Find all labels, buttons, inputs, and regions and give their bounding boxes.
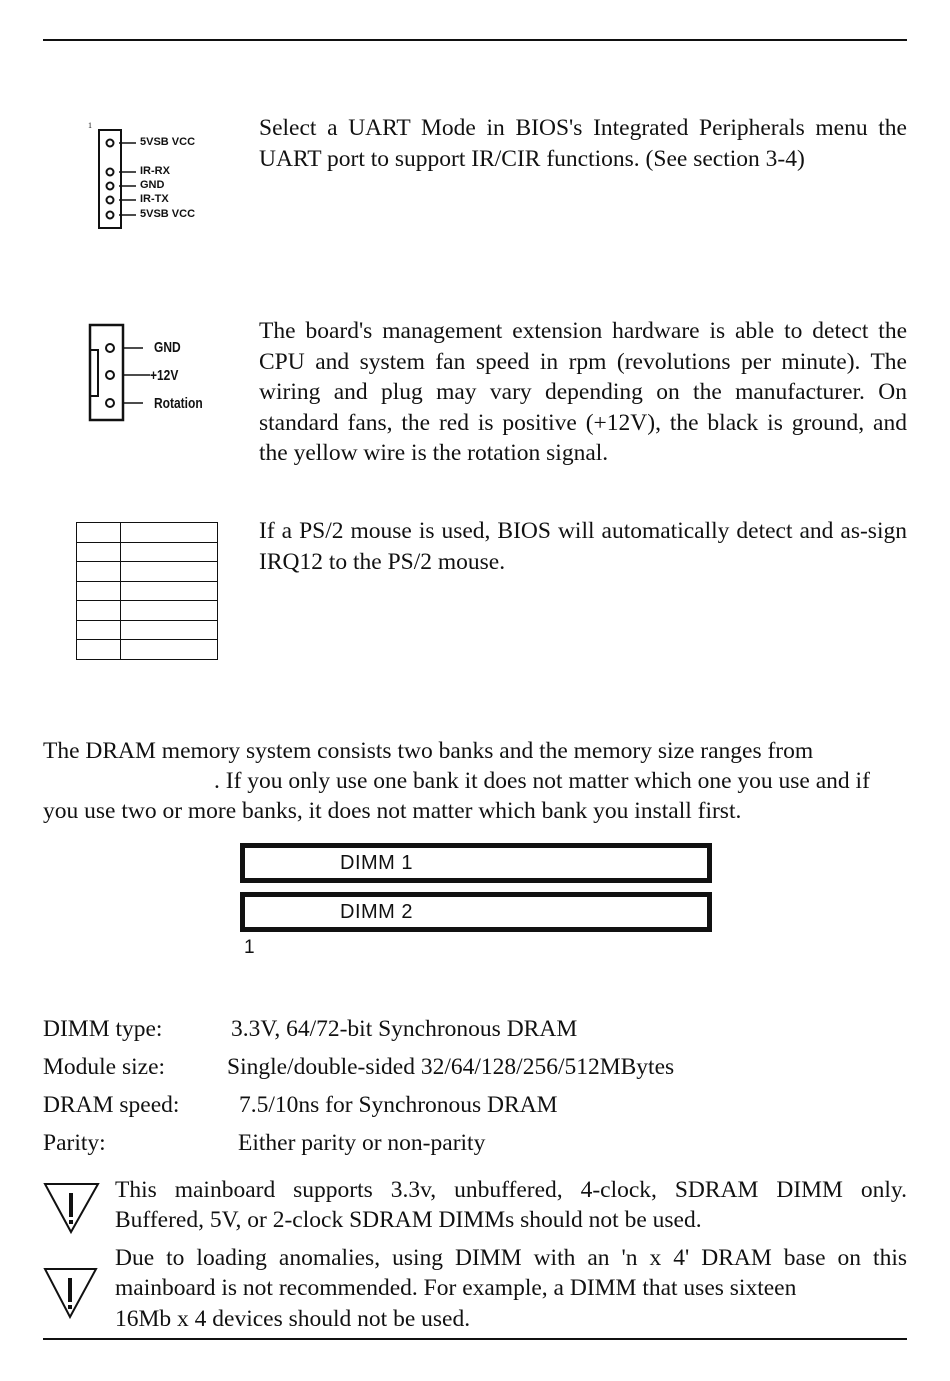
spec-value-module-size: Single/double-sided 32/64/128/256/512MBytes (227, 1054, 675, 1080)
spec-label-dram-speed: DRAM speed: (43, 1092, 180, 1118)
warning-2-line2: mainboard is not recommended. For example, a DIMM that uses sixteen (115, 1275, 797, 1301)
warning-2-line3: 16Mb x 4 devices should not be used. (115, 1306, 471, 1332)
grid-row (77, 542, 218, 562)
spec-label-module-size: Module size: (43, 1054, 166, 1080)
grid-row (77, 620, 218, 640)
fan-connector-diagram (88, 323, 218, 423)
ir-description: Select a UART Mode in BIOS's Integrated Peripherals menu the UART port to support IR/CIR functions. (See section 3-4) (259, 115, 907, 172)
spec-value-dimm-type: 3.3V, 64/72-bit Synchronous DRAM (231, 1016, 578, 1042)
fan-header-icon (88, 323, 158, 423)
fan-pin-label: Rotation (154, 395, 203, 412)
dram-intro-line1: The DRAM memory system consists two banks and the memory size ranges from (43, 738, 814, 764)
ir-pin-label: 5VSB VCC (140, 208, 196, 220)
dimm-pin1-marker: 1 (244, 937, 255, 958)
dimm-slot-label: DIMM 1 (340, 852, 413, 874)
fan-pin-label: GND (154, 339, 181, 356)
grid-row (77, 523, 218, 543)
grid-row (77, 562, 218, 582)
ir-pin-label: GND (140, 179, 165, 191)
dimm-slot-label: DIMM 2 (340, 901, 413, 923)
ir-pin1-marker: 1 (88, 121, 92, 130)
spec-label-parity: Parity: (43, 1130, 106, 1156)
fan-description: The board's management extension hardware is able to detect the CPU and system fan speed in rpm (revolutions per minute). The wiring and plug may vary depending on the manufacturer. On standard fans, the red is positive (+12V), the black is ground, and the yellow wire is the rotation signal. (259, 318, 907, 466)
grid-row (77, 581, 218, 601)
bottom-rule (43, 1338, 907, 1340)
ir-pin-label: 5VSB VCC (140, 136, 196, 148)
warning-1-line1: This mainboard supports 3.3v, unbuffered, 4-clock, SDRAM DIMM only. (115, 1177, 907, 1203)
fan-pin-label: +12V (150, 367, 179, 384)
spec-value-parity: Either parity or non-parity (238, 1130, 486, 1156)
dimm-slot-1 (240, 843, 712, 883)
grid-row (77, 640, 218, 660)
caution-triangle-icon (42, 1265, 102, 1321)
ps2-connector-diagram (76, 522, 218, 660)
ir-pin-label: IR-RX (140, 165, 170, 177)
ir-connector-diagram (86, 118, 246, 234)
dimm-slot-2 (240, 892, 712, 932)
caution-triangle-icon (42, 1180, 102, 1236)
warning-1-line2: Buffered, 5V, or 2-clock SDRAM DIMMs should not be used. (115, 1207, 702, 1233)
ir-pin-label: IR-TX (140, 193, 169, 205)
warning-2-line1: Due to loading anomalies, using DIMM with an 'n x 4' DRAM base on this (115, 1245, 907, 1271)
dram-intro-line3: you use two or more banks, it does not matter which bank you install first. (43, 798, 742, 824)
ps2-description: If a PS/2 mouse is used, BIOS will automatically detect and as-sign IRQ12 to the PS/2 mouse. (259, 518, 907, 575)
grid-row (77, 601, 218, 621)
dram-intro-line2: . If you only use one bank it does not matter which one you use and if (214, 768, 870, 794)
ir-header-icon (86, 118, 146, 234)
spec-value-dram-speed: 7.5/10ns for Synchronous DRAM (239, 1092, 558, 1118)
top-rule (43, 39, 907, 41)
spec-label-dimm-type: DIMM type: (43, 1016, 163, 1042)
